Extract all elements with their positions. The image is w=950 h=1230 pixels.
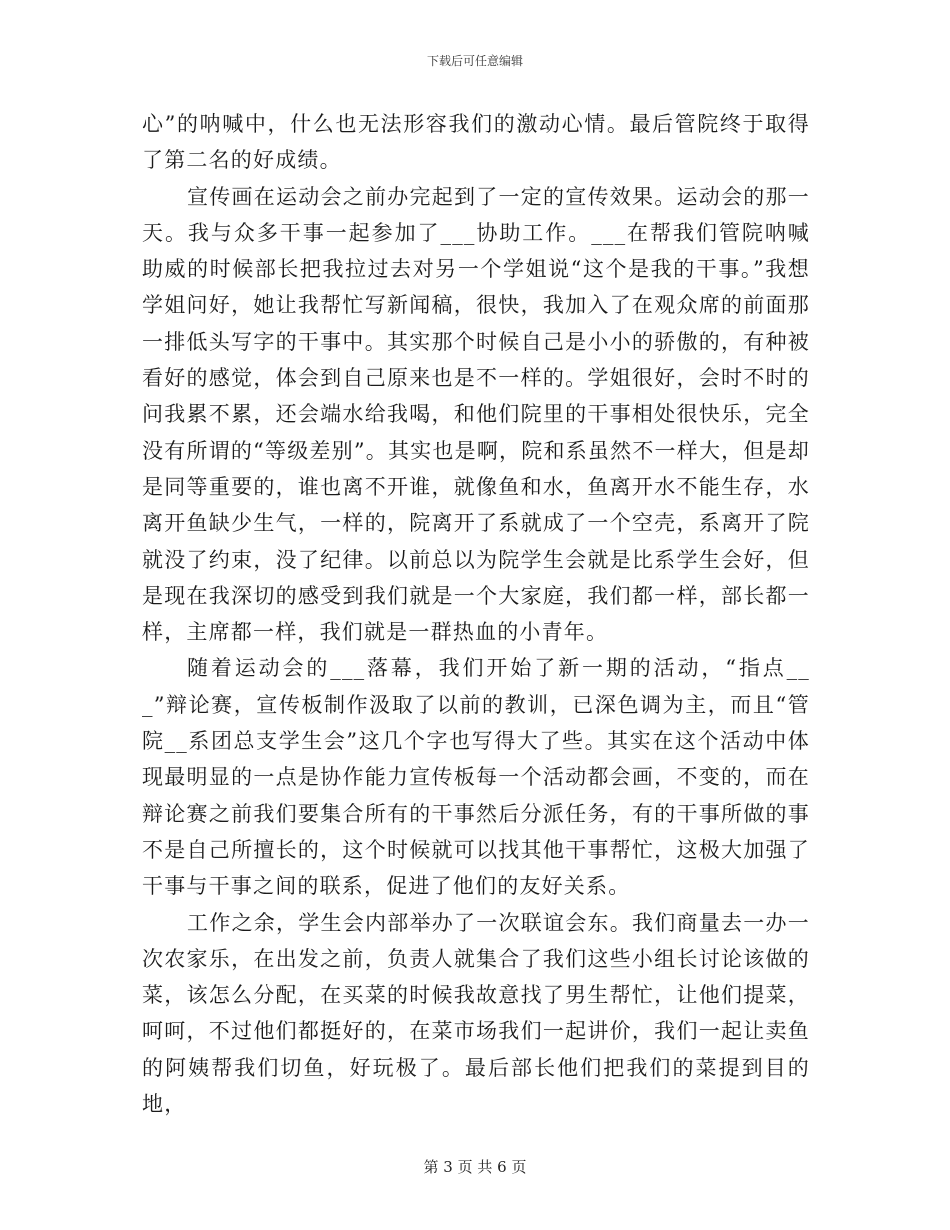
paragraph-2: 宣传画在运动会之前办完起到了一定的宣传效果。运动会的那一天。我与众多干事一起参加了___协助工作。___在帮我们管院呐喊助威的时候部长把我拉过去对另一个学姐说“这个是我的干事。”我想学姐问好，她让我帮忙写新闻稿，很快，我加入了在观众席的前面那一排低头写字的干事中。其实那个时候自己是小小的骄傲的，有种被看好的感觉，体会到自己原来也是不一样的。学姐很好，会时不时的问我累不累，还会端水给我喝，和他们院里的干事相处很快乐，完全没有所谓的“等级差别”。其实也是啊，院和系虽然不一样大，但是却是同等重要的，谁也离不开谁，就像鱼和水，鱼离开水不能生存，水离开鱼缺少生气，一样的，院离开了系就成了一个空壳，系离开了院就没了约束，没了纪律。以前总以为院学生会就是比系学生会好，但是现在我深切的感受到我们就是一个大家庭，我们都一样，部长都一样，主席都一样，我们就是一群热血的小青年。 xyxy=(142,184,810,645)
document-body xyxy=(142,106,810,1122)
paragraph-4: 工作之余，学生会内部举办了一次联谊会东。我们商量去一办一次农家乐，在出发之前，负责人就集合了我们这些小组长讨论该做的菜，该怎么分配，在买菜的时候我故意找了男生帮忙，让他们提菜，呵呵，不过他们都挺好的，在菜市场我们一起讲价，我们一起让卖鱼的阿姨帮我们切鱼，好玩极了。最后部长他们把我们的菜提到目的地， xyxy=(142,910,810,1117)
page-header-note: 下载后可任意编辑 xyxy=(426,54,523,68)
paragraph-3: 随着运动会的___落幕，我们开始了新一期的活动，“指点___”辩论赛，宣传板制作汲取了以前的教训，已深色调为主，而且“管院__系团总支学生会”这几个字也写得大了些。其实在这个活动中体现最明显的一点是协作能力宣传板每一个活动都会画，不变的，而在辩论赛之前我们要集合所有的干事然后分派任务，有的干事所做的事不是自己所擅长的，这个时候就可以找其他干事帮忙，这极大加强了干事与干事之间的联系，促进了他们的友好关系。 xyxy=(142,656,810,899)
page-number-footer: 第 3 页 共 6 页 xyxy=(423,1158,527,1176)
paragraph-1: 心”的呐喊中，什么也无法形容我们的激动心情。最后管院终于取得了第二名的好成绩。 xyxy=(142,112,810,173)
